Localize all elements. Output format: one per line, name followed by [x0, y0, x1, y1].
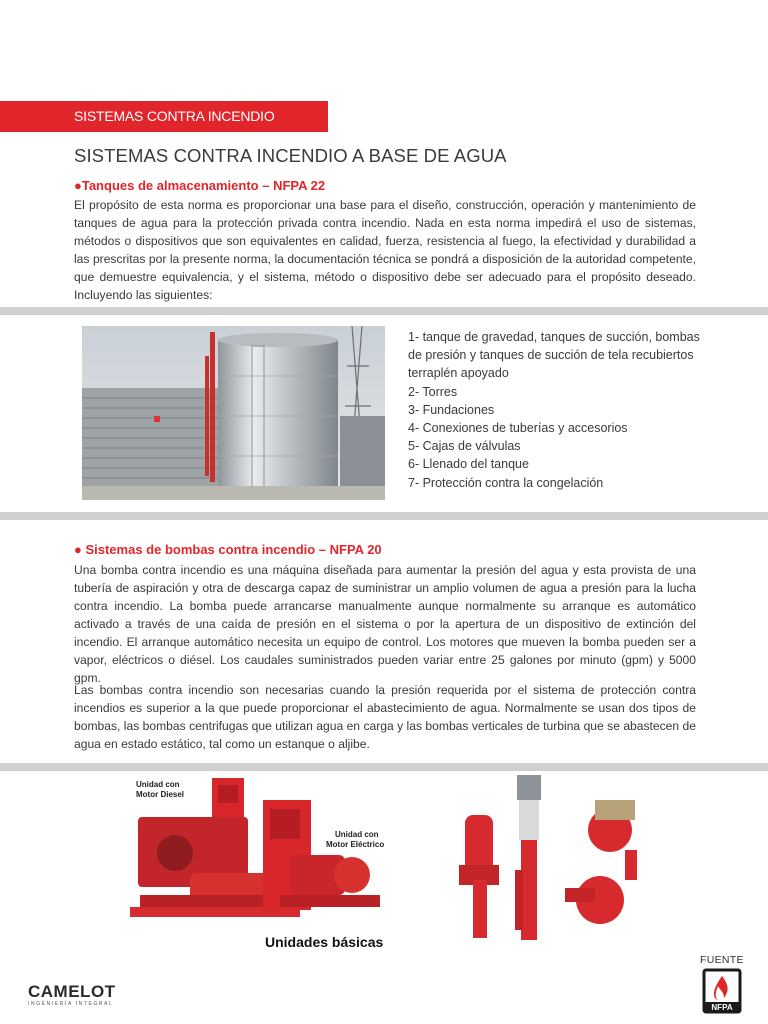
source-label: FUENTE [700, 954, 744, 966]
divider [0, 512, 768, 520]
page-title: SISTEMAS CONTRA INCENDIO A BASE DE AGUA [74, 145, 507, 166]
camelot-logo [28, 982, 116, 1007]
section1-heading: ●Tanques de almacenamiento – NFPA 22 [74, 178, 326, 193]
section2-paragraph: Una bomba contra incendio es una máquina diseñada para aumentar la presión del agua y esta provista de una tubería de aspiración y otra de descarga capaz de suministrar un amplio volumen de agua a presión para la lucha contra incendio. La bomba puede arrancarse manualmente aunque normalmente su arranque es automático activado a través de una caída de presión en el sistema o por la apertura de un dispositivo de extinción del incendio. El arranque automático necesita un equipo de control. Los motores que mueven la bomba pueden ser a vapor, eléctricos o diésel. Los caudales suministrados pueden variar entre 25 galones por minuto (gpm) y 5000 gpm. [74, 563, 696, 685]
svg-text:NFPA: NFPA [711, 1003, 733, 1012]
list-item: 7- Protección contra la congelación [408, 475, 604, 490]
water-tank-photo [82, 326, 385, 500]
list-item: 2- Torres [408, 384, 458, 399]
brand-tagline: INGENIERÍA INTEGRAL [28, 1001, 114, 1007]
tank-components-list [408, 328, 708, 492]
brand-name: CAMELOT [28, 982, 116, 1001]
list-item: 6- Llenado del tanque [408, 457, 529, 472]
section2-heading: ● Sistemas de bombas contra incendio – NFPA 20 [74, 542, 382, 557]
label-electric-line1: Unidad con [335, 830, 379, 839]
list-item: 5- Cajas de válvulas [408, 439, 521, 454]
pump-types-photo [455, 770, 655, 945]
section-banner-label: SISTEMAS CONTRA INCENDIO [74, 108, 275, 124]
list-item: 4- Conexiones de tuberías y accesorios [408, 421, 628, 436]
nfpa-logo [702, 968, 742, 1014]
section2-paragraph-2: Las bombas contra incendio son necesarias cuando la presión requerida por el sistema de protección contra incendios es superior a la que puede proporcionar el abastecimiento de agua. Normalmente se usan dos tipos de bombas, las bombas centrifugas que utilizan agua en carga y las bombas verticales de turbina que se abastecen de agua en estado estático, tal como un estanque o aljibe. [74, 683, 696, 751]
label-diesel-line1: Unidad con [136, 780, 180, 789]
list-item: 3- Fundaciones [408, 402, 495, 417]
section-banner [0, 101, 328, 132]
fire-pump-units-photo [130, 775, 420, 960]
divider [0, 307, 768, 315]
pump-caption: Unidades básicas [265, 934, 384, 950]
list-item: 1- tanque de gravedad, tanques de succión, bombas de presión y tanques de succión de tela recubiertos terraplén apoyado [408, 330, 700, 381]
label-diesel-line2: Motor Diesel [136, 790, 185, 799]
label-electric-line2: Motor Eléctrico [326, 840, 385, 849]
section1-paragraph: El propósito de esta norma es proporcionar una base para el diseño, construcción, operación y mantenimiento de tanques de agua para la protección privada contra incendio. Nada en esta norma impedirá el uso de sistemas, métodos o dispositivos que son equivalentes en calidad, fuerza, resistencia al fuego, la efectividad y durabilidad a las prescritas por la presente norma, la documentación técnica se pondrá a disposición de la autoridad competente, que demuestre equivalencia, y el sistema, método o dispositivo debe ser adecuado para el propósito deseado. Incluyendo las siguientes: [74, 198, 696, 302]
